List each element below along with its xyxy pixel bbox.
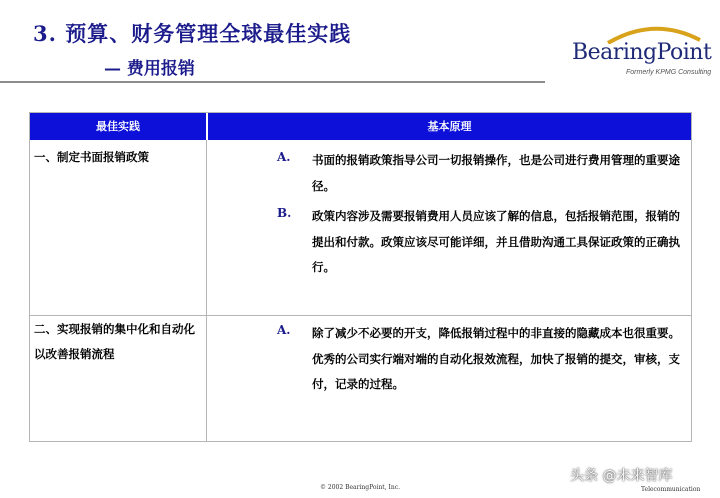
principle-text: 政策内容涉及需要报销费用人员应该了解的信息，包括报销范围，报销的提出和付款。政策应该尽可能详细，并且借助沟通工具保证政策的正确执行。 [312,209,680,274]
page-title: 3. 预算、财务管理全球最佳实践 [33,21,352,46]
watermark: 头条 @未来智库 [570,468,673,484]
page-subtitle: — 费用报销 [104,59,195,79]
principle-letter: A. [277,150,291,164]
practice-table [29,112,692,442]
logo-tagline: Formerly KPMG Consulting [626,69,712,76]
principle-letter: B. [277,206,292,220]
watermark-sub: Telecommunication [641,486,701,493]
table-header [30,113,691,140]
principle-letter: A. [277,323,291,337]
column-header-practice: 最佳实践 [30,113,208,140]
principle-text: 除了减少不必要的开支，降低报销过程中的非直接的隐藏成本也很重要。优秀的公司实行端对端的自动化报效流程，加快了报销的提交，审核，支付，记录的过程。 [312,326,680,391]
column-header-principle: 基本原理 [427,120,472,133]
column-divider [206,140,207,441]
principle-text: 书面的报销政策指导公司一切报销操作，也是公司进行费用管理的重要途径。 [312,153,680,193]
practice-1: 一、制定书面报销政策 [34,150,149,164]
copyright: © 2002 BearingPoint, Inc. [320,484,401,491]
row-divider [30,315,691,316]
bearingpoint-logo [572,22,712,82]
logo-name: BearingPoint [572,40,712,65]
title-divider [0,81,545,83]
practice-2: 二、实现报销的集中化和自动化以改善报销流程 [34,322,195,361]
